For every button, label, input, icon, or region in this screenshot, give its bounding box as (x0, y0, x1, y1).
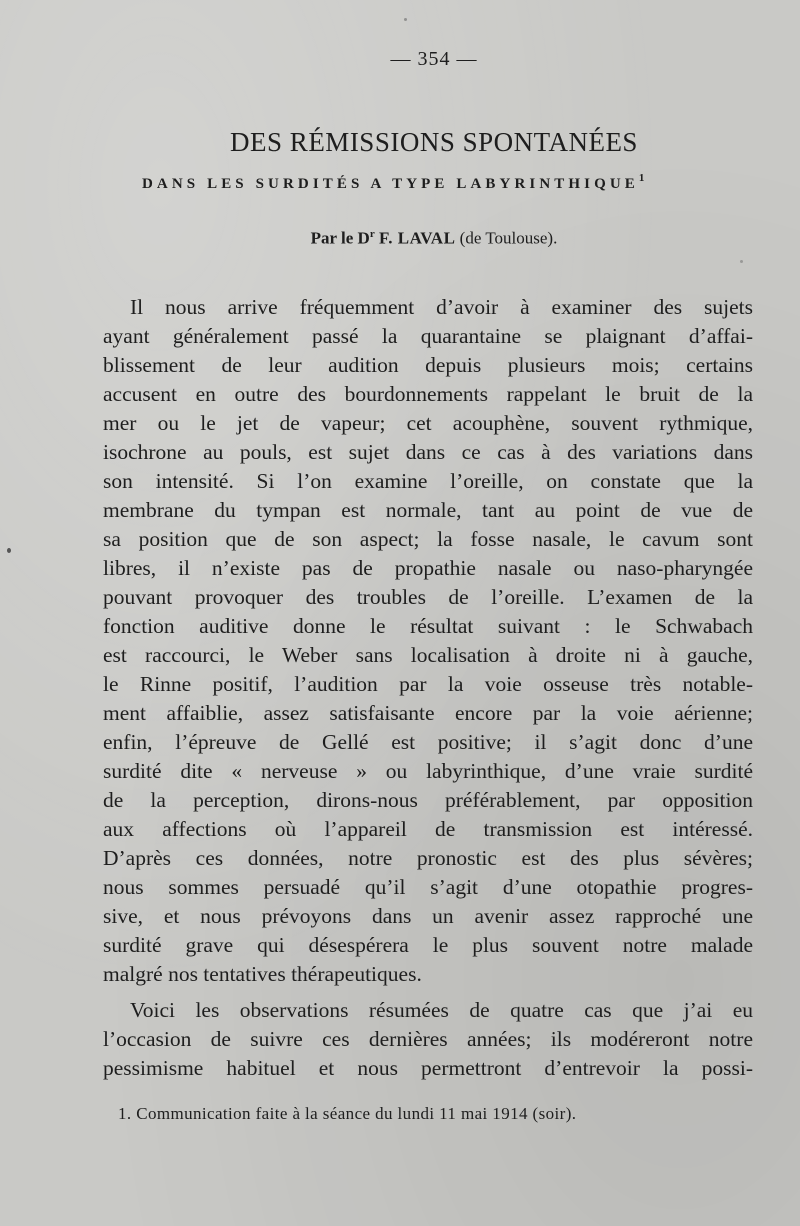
body-line: surdité dite « nerveuse » ou labyrinthique, d’une vraie surdité (103, 759, 753, 783)
subtitle-text: DANS LES SURDITÉS A TYPE LABYRINTHIQUE (142, 176, 639, 192)
body-line: est raccourci, le Weber sans localisation à droite ni à gauche, (103, 643, 753, 667)
body-line: son intensité. Si l’on examine l’oreille, on constate que la (103, 469, 753, 493)
body-line: l’occasion de suivre ces dernières années; ils modéreront notre (103, 1027, 753, 1051)
body-line: ment affaiblie, assez satisfaisante encore par la voie aérienne; (103, 701, 753, 725)
body-line: de la perception, dirons-nous préférablement, par opposition (103, 788, 753, 812)
author-prefix: Par le D (310, 228, 370, 248)
body-line: pessimisme habituel et nous permettront d’entrevoir la possi- (103, 1056, 753, 1080)
body-line: le Rinne positif, l’audition par la voie osseuse très notable- (103, 672, 753, 696)
body-line: mer ou le jet de vapeur; cet acouphène, souvent rythmique, (103, 411, 753, 435)
page-number: — 354 — (390, 48, 478, 70)
body-line: ayant généralement passé la quarantaine se plaignant d’affai- (103, 324, 753, 348)
body-line: Voici les observations résumées de quatre cas que j’ai eu (130, 998, 753, 1022)
body-line: surdité grave qui désespérera le plus souvent notre malade (103, 933, 753, 957)
body-line: D’après ces données, notre pronostic est des plus sévères; (103, 846, 753, 870)
body-line: membrane du tympan est normale, tant au point de vue de (103, 498, 753, 522)
body-line: sa position que de son aspect; la fosse nasale, le cavum sont (103, 527, 753, 551)
body-line: accusent en outre des bourdonnements rappelant le bruit de la (103, 382, 753, 406)
body-line: Il nous arrive fréquemment d’avoir à examiner des sujets (130, 295, 753, 319)
article-subtitle (142, 172, 645, 193)
body-line: blissement de leur audition depuis plusieurs mois; certains (103, 353, 753, 377)
footnote: 1. Communication faite à la séance du lundi 11 mai 1914 (soir). (118, 1104, 577, 1123)
paper-speck (740, 260, 743, 263)
body-line: enfin, l’épreuve de Gellé est positive; il s’agit donc d’une (103, 730, 753, 754)
footnote-marker: 1 (638, 172, 645, 184)
author-name: F. LAVAL (378, 228, 456, 248)
body-line: malgré nos tentatives thérapeutiques. (103, 962, 422, 986)
body-line: sive, et nous prévoyons dans un avenir assez rapproché une (103, 904, 753, 928)
body-line: fonction auditive donne le résultat suivant : le Schwabach (103, 614, 753, 638)
paper-speck (7, 548, 11, 553)
body-line: isochrone au pouls, est sujet dans ce cas à des variations dans (103, 440, 753, 464)
body-line: libres, il n’existe pas de propathie nasale ou naso-pharyngée (103, 556, 753, 580)
article-title: DES RÉMISSIONS SPONTANÉES (230, 127, 638, 157)
body-line: nous sommes persuadé qu’il s’agit d’une otopathie progres- (103, 875, 753, 899)
paper-speck (404, 18, 407, 21)
author-line (0, 228, 800, 249)
body-line: aux affections où l’appareil de transmission est intéressé. (103, 817, 753, 841)
body-line: pouvant provoquer des troubles de l’oreille. L’examen de la (103, 585, 753, 609)
author-affiliation: (de Toulouse). (459, 228, 558, 248)
author-prefix-sup: r (369, 228, 375, 240)
